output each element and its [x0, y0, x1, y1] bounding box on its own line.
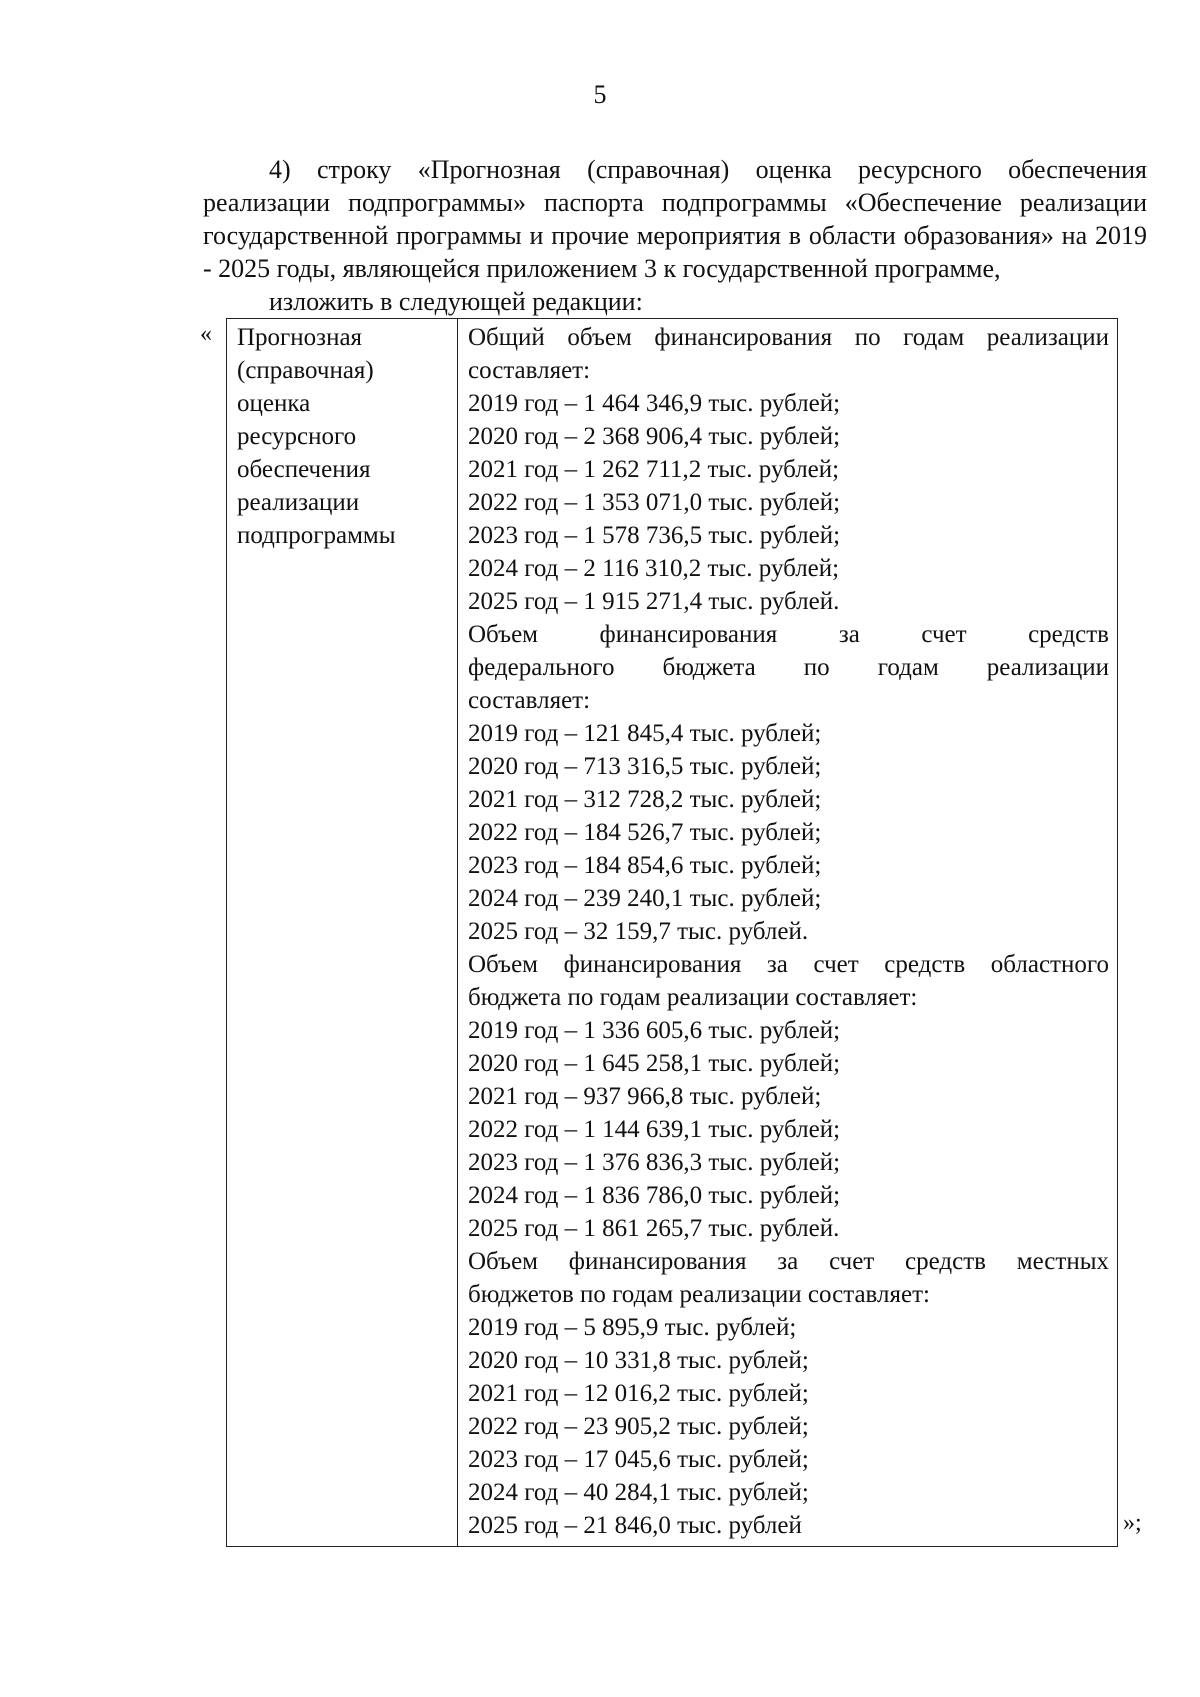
block-heading-line: Объем финансирования за счет средств местных [468, 1248, 1109, 1275]
year-amount-line: 2023 год – 1 578 736,5 тыс. рублей; [468, 522, 841, 549]
year-amount-line: 2024 год – 239 240,1 тыс. рублей; [468, 885, 822, 912]
year-amount-line: 2023 год – 1 376 836,3 тыс. рублей; [468, 1149, 841, 1176]
label-line: (справочная) [237, 357, 374, 384]
year-amount-line: 2022 год – 184 526,7 тыс. рублей; [468, 819, 822, 846]
label-line: оценка [237, 390, 311, 417]
intro-line: 4) строку «Прогнозная (справочная) оценка ресурсного обеспечения реализации подпрограммы» паспорта подпрограммы «Обеспечение реализации государственной программы и прочие мероприятия в области образования» на 2019 - 2025 годы, являющейся приложением 3 к государственной программе, [203, 155, 1147, 283]
row-value-cell [458, 319, 1118, 1547]
block-heading-line: Объем финансирования за счет средств [468, 621, 1109, 648]
year-amount-line: 2020 год – 713 316,5 тыс. рублей; [468, 753, 822, 780]
year-amount-line: 2025 год – 1 915 271,4 тыс. рублей. [468, 588, 840, 615]
label-line: реализации [237, 489, 360, 516]
year-amount-line: 2021 год – 1 262 711,2 тыс. рублей; [468, 456, 840, 483]
table-row [227, 319, 1118, 1547]
year-amount-line: 2019 год – 1 336 605,6 тыс. рублей; [468, 1017, 841, 1044]
year-amount-line: 2019 год – 121 845,4 тыс. рублей; [468, 720, 822, 747]
intro-line: изложить в следующей редакции: [269, 287, 643, 316]
year-amount-line: 2025 год – 21 846,0 тыс. рублей [468, 1512, 802, 1539]
label-line: обеспечения [237, 456, 371, 483]
year-amount-line: 2020 год – 10 331,8 тыс. рублей; [468, 1347, 809, 1374]
year-amount-line: 2019 год – 5 895,9 тыс. рублей; [468, 1314, 797, 1341]
year-amount-line: 2019 год – 1 464 346,9 тыс. рублей; [468, 390, 841, 417]
year-amount-line: 2023 год – 17 045,6 тыс. рублей; [468, 1446, 809, 1473]
passport-table [226, 318, 1118, 1547]
year-amount-line: 2021 год – 12 016,2 тыс. рублей; [468, 1380, 809, 1407]
block-heading-line: Объем финансирования за счет средств областного [468, 951, 1109, 978]
year-amount-line: 2023 год – 184 854,6 тыс. рублей; [468, 852, 822, 879]
opening-quote: « [200, 321, 212, 347]
year-amount-line: 2022 год – 1 353 071,0 тыс. рублей; [468, 489, 841, 516]
year-amount-line: 2020 год – 1 645 258,1 тыс. рублей; [468, 1050, 841, 1077]
year-amount-line: 2021 год – 312 728,2 тыс. рублей; [468, 786, 822, 813]
intro-text [203, 153, 1147, 318]
year-amount-line: 2025 год – 32 159,7 тыс. рублей. [468, 918, 809, 945]
page-number: 5 [593, 80, 607, 109]
year-amount-line: 2024 год – 1 836 786,0 тыс. рублей; [468, 1182, 841, 1209]
block-heading-line: бюджетов по годам реализации составляет: [468, 1281, 930, 1308]
year-amount-line: 2025 год – 1 861 265,7 тыс. рублей. [468, 1215, 840, 1242]
block-heading-line: Общий объем финансирования по годам реализации [468, 324, 1109, 351]
row-label-cell [227, 319, 458, 1547]
local-budget-block [468, 1245, 1109, 1542]
total-financing-block [468, 321, 1109, 618]
label-line: подпрограммы [237, 522, 396, 549]
label-line: ресурсного [237, 423, 357, 450]
label-line: Прогнозная [237, 324, 363, 351]
closing-quote: »; [1123, 1510, 1142, 1536]
block-heading-line: федерального бюджета по годам реализации [468, 654, 1109, 681]
federal-budget-block [468, 618, 1109, 948]
intro-paragraph [203, 153, 1147, 318]
block-heading-line: составляет: [468, 357, 591, 384]
regional-budget-block [468, 948, 1109, 1245]
year-amount-line: 2022 год – 1 144 639,1 тыс. рублей; [468, 1116, 841, 1143]
year-amount-line: 2024 год – 2 116 310,2 тыс. рублей; [468, 555, 840, 582]
year-amount-line: 2024 год – 40 284,1 тыс. рублей; [468, 1479, 809, 1506]
year-amount-line: 2020 год – 2 368 906,4 тыс. рублей; [468, 423, 841, 450]
block-heading-line: бюджета по годам реализации составляет: [468, 984, 918, 1011]
block-heading-line: составляет: [468, 687, 591, 714]
year-amount-line: 2022 год – 23 905,2 тыс. рублей; [468, 1413, 809, 1440]
year-amount-line: 2021 год – 937 966,8 тыс. рублей; [468, 1083, 822, 1110]
